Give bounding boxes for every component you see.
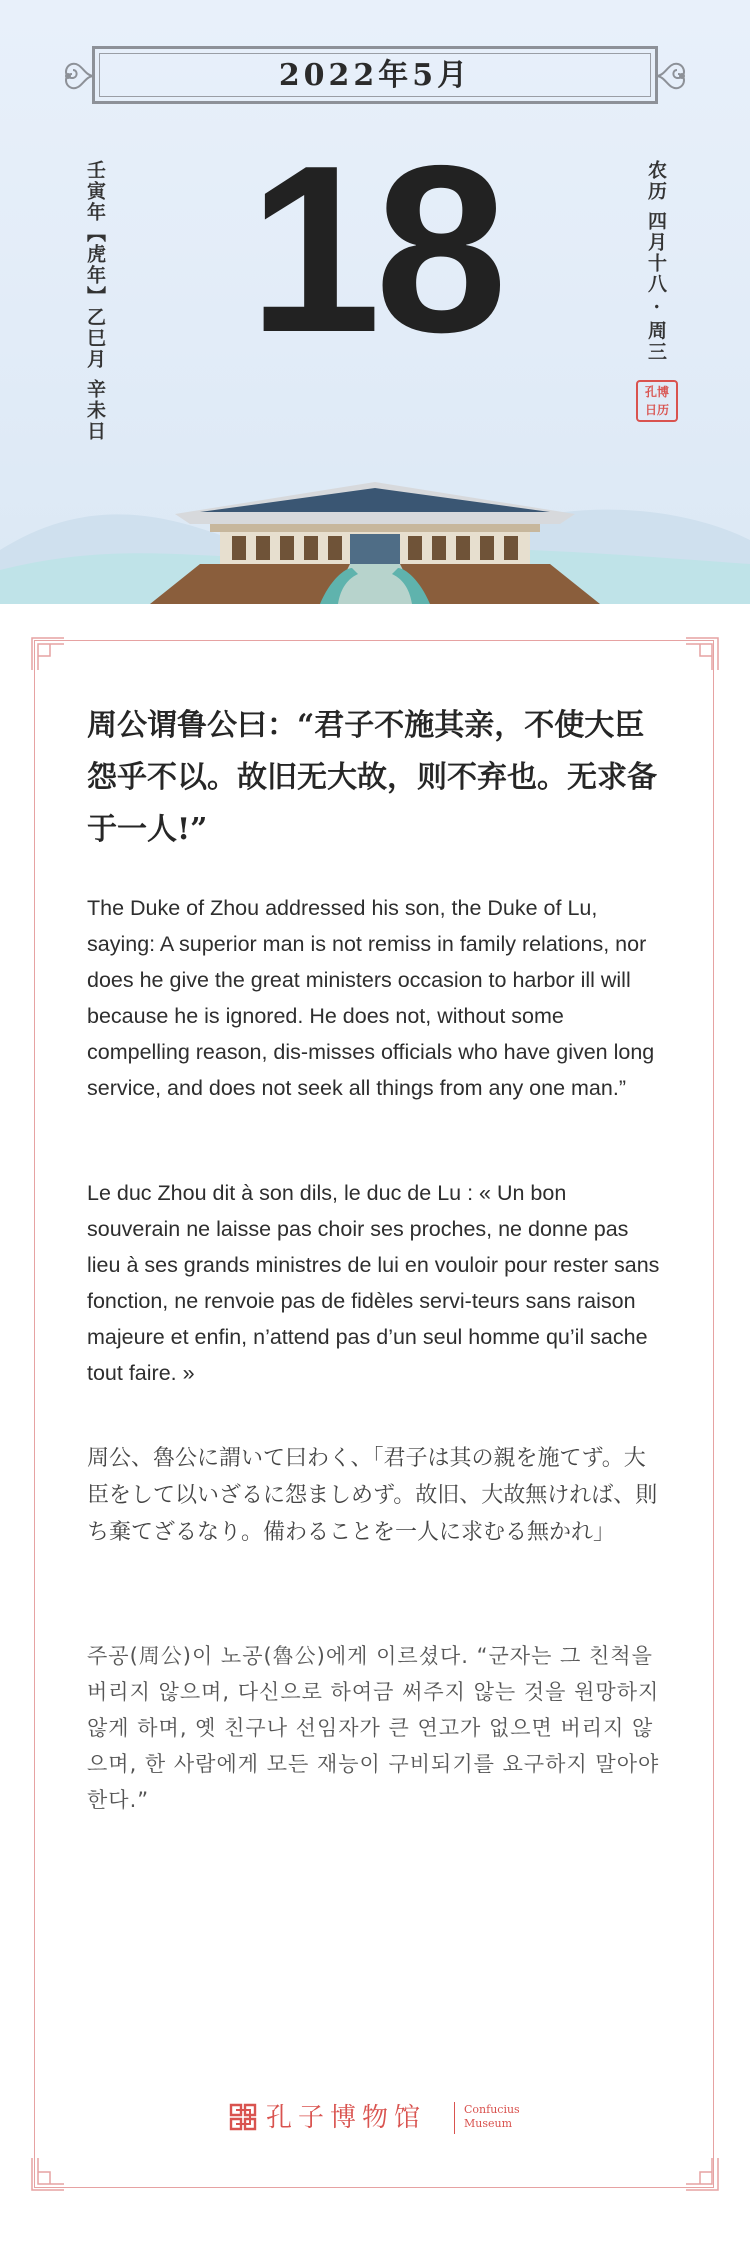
- logo-divider: [454, 2102, 455, 2134]
- calendar-seal-stamp: 孔博 日历: [636, 380, 678, 422]
- quote-korean: 주공(周公)이 노공(魯公)에게 이르셨다. “군자는 그 친척을 버리지 않으며, 다신으로 하여금 써주지 않는 것을 원망하지 않게 하며, 옛 친구나 선임자가 큰 연고가 없으면 버리지 않으며, 한 사람에게 모든 재능이 구비되기를 요구하지 말아야 한다.”: [87, 1644, 660, 1812]
- corner-ornament-icon: [684, 2156, 720, 2192]
- scroll-ornament-left-icon: [62, 52, 96, 100]
- logo-chinese-name: 孔子博物馆: [266, 2103, 427, 2133]
- museum-logo-icon: [228, 2102, 258, 2132]
- quote-english: The Duke of Zhou addressed his son, the Duke of Lu, saying: A superior man is not remiss in family relations, nor does he give the great ministers occasion to harbor ill will because he is ignored. He does not, without some compelling reason, dis-misses officials who have given long service, and does not seek all things from any one man.”: [87, 896, 655, 1100]
- day-number: 18: [248, 117, 502, 382]
- lunar-date-label: 农历 四月十八 · 周三: [645, 160, 667, 363]
- content-frame: [34, 640, 714, 2188]
- quote-chinese: 周公谓鲁公曰：“君子不施其亲，不使大臣怨乎不以。故旧无大故，则不弃也。无求备于一人!”: [87, 708, 657, 847]
- scroll-ornament-right-icon: [654, 52, 688, 100]
- logo-english-line: Museum: [464, 2117, 513, 2130]
- calendar-header: [0, 0, 750, 604]
- logo-english-name: [464, 2103, 520, 2131]
- corner-ornament-icon: [684, 636, 720, 672]
- museum-building-illustration: [0, 440, 750, 604]
- corner-ornament-icon: [30, 2156, 66, 2192]
- ganzhi-label: 壬寅年【虎年】乙巳月 辛未日: [84, 160, 106, 442]
- corner-ornament-icon: [30, 636, 66, 672]
- year-month-label: 2022年5月: [278, 58, 472, 93]
- quote-french: Le duc Zhou dit à son dils, le duc de Lu : « Un bon souverain ne laisse pas choir ses proches, ne donne pas lieu à ses grands ministres de lui en vouloir pour rester sans fonction, ne renvoie pas de fidèles servi-teurs sans raison majeure et enfin, n’attend pas d’un seul homme qu’il sache tout faire. »: [87, 1181, 660, 1385]
- logo-english-line: Confucius: [464, 2103, 520, 2116]
- quote-japanese: 周公、魯公に謂いて曰わく、「君子は其の親を施てず。大臣をして以いざるに怨ましめず。故旧、大故無ければ、則ち棄てざるなり。備わることを一人に求むる無かれ」: [87, 1446, 658, 1545]
